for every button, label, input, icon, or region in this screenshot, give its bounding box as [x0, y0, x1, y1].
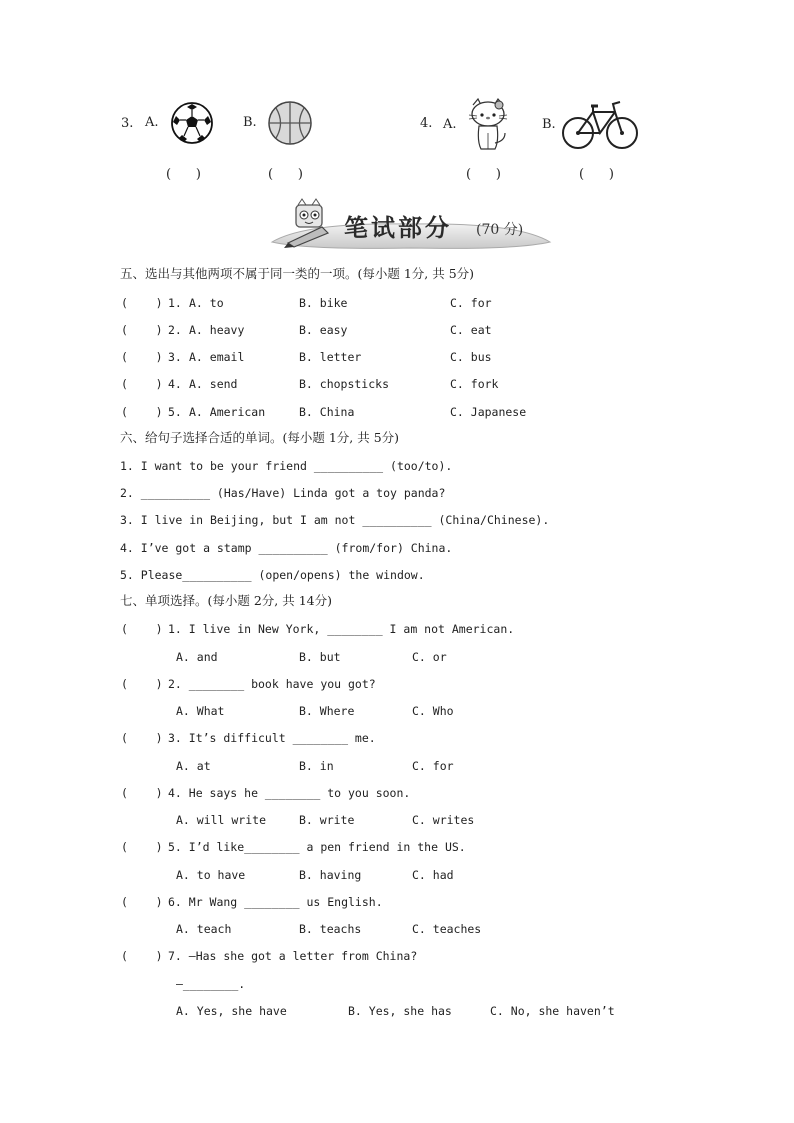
banner-score: (70 分): [476, 222, 524, 238]
option-c: C. for: [450, 296, 492, 310]
option-c: C. fork: [450, 377, 499, 391]
answer-blank[interactable]: ( ): [579, 167, 614, 182]
option-a: A. American: [189, 405, 266, 419]
soccer-ball-icon: [170, 101, 214, 145]
option-b: B. China: [299, 405, 355, 419]
option-a: A. Yes, she have: [176, 1004, 287, 1018]
fill-in-sentence[interactable]: 2. __________ (Has/Have) Linda got a toy panda?: [120, 486, 446, 500]
option-a: A. What: [176, 704, 225, 718]
option-c: C. for: [412, 759, 454, 773]
item-number: 2.: [168, 323, 182, 337]
dialogue-reply[interactable]: —________.: [176, 977, 246, 991]
item-number: 3.: [168, 350, 182, 364]
bicycle-icon: [560, 98, 640, 152]
item-number: 1.: [168, 296, 182, 310]
question-stem: 5. I’d like________ a pen friend in the US.: [168, 840, 466, 854]
option-b: B. easy: [299, 323, 348, 337]
banner-title: 笔试部分: [344, 214, 452, 242]
option-b: B. teachs: [299, 922, 362, 936]
option-b: B. having: [299, 868, 362, 882]
item-number: 5.: [168, 405, 182, 419]
section-heading: 七、单项选择。(每小题 2分, 共 14分): [120, 593, 333, 608]
answer-paren[interactable]: ( ): [121, 677, 163, 691]
option-a: A. will write: [176, 813, 267, 827]
question-number: 4.: [420, 116, 433, 131]
option-b: B. letter: [299, 350, 362, 364]
answer-paren[interactable]: ( ): [121, 895, 163, 909]
option-c: C. writes: [412, 813, 475, 827]
answer-paren[interactable]: ( ): [121, 405, 163, 419]
answer-blank[interactable]: ( ): [166, 167, 201, 182]
question-stem: 7. —Has she got a letter from China?: [168, 949, 418, 963]
answer-paren[interactable]: ( ): [121, 786, 163, 800]
option-b: B. in: [299, 759, 334, 773]
option-b: B. Yes, she has: [348, 1004, 452, 1018]
section-heading: 六、给句子选择合适的单词。(每小题 1分, 共 5分): [120, 430, 400, 445]
answer-paren[interactable]: ( ): [121, 840, 163, 854]
option-a: A. heavy: [189, 323, 245, 337]
option-c: C. Who: [412, 704, 454, 718]
answer-paren[interactable]: ( ): [121, 350, 163, 364]
option-c: C. No, she haven’t: [490, 1004, 615, 1018]
answer-paren[interactable]: ( ): [121, 731, 163, 745]
option-a-label: A.: [145, 115, 159, 130]
answer-paren[interactable]: ( ): [121, 296, 163, 310]
option-a: A. teach: [176, 922, 232, 936]
option-a-label: A.: [443, 117, 457, 132]
option-c: C. eat: [450, 323, 492, 337]
option-a: A. to: [189, 296, 224, 310]
basketball-icon: [267, 100, 313, 146]
section-heading: 五、选出与其他两项不属于同一类的一项。(每小题 1分, 共 5分): [120, 266, 475, 281]
item-number: 4.: [168, 377, 182, 391]
option-a: A. at: [176, 759, 211, 773]
answer-blank[interactable]: ( ): [466, 167, 501, 182]
option-a: A. email: [189, 350, 245, 364]
cat-icon: [465, 97, 511, 153]
option-b: B. Where: [299, 704, 355, 718]
fill-in-sentence[interactable]: 3. I live in Beijing, but I am not __________ (China/Chinese).: [120, 513, 550, 527]
option-a: A. and: [176, 650, 218, 664]
question-stem: 1. I live in New York, ________ I am not American.: [168, 622, 515, 636]
option-c: C. Japanese: [450, 405, 527, 419]
option-c: C. bus: [450, 350, 492, 364]
answer-blank[interactable]: ( ): [268, 167, 303, 182]
question-number: 3.: [121, 116, 134, 131]
fill-in-sentence[interactable]: 1. I want to be your friend __________ (too/to).: [120, 459, 453, 473]
question-stem: 2. ________ book have you got?: [168, 677, 376, 691]
question-stem: 4. He says he ________ to you soon.: [168, 786, 411, 800]
question-stem: 3. It’s difficult ________ me.: [168, 731, 376, 745]
fill-in-sentence[interactable]: 5. Please__________ (open/opens) the window.: [120, 568, 425, 582]
option-c: C. or: [412, 650, 447, 664]
option-a: A. send: [189, 377, 238, 391]
answer-paren[interactable]: ( ): [121, 323, 163, 337]
option-b: B. but: [299, 650, 341, 664]
option-b: B. write: [299, 813, 355, 827]
option-a: A. to have: [176, 868, 246, 882]
option-b: B. chopsticks: [299, 377, 390, 391]
option-c: C. had: [412, 868, 454, 882]
answer-paren[interactable]: ( ): [121, 622, 163, 636]
fill-in-sentence[interactable]: 4. I’ve got a stamp __________ (from/for) China.: [120, 541, 453, 555]
answer-paren[interactable]: ( ): [121, 377, 163, 391]
pencil-mascot-icon: [282, 197, 340, 249]
option-b-label: B.: [542, 117, 556, 132]
option-c: C. teaches: [412, 922, 482, 936]
answer-paren[interactable]: ( ): [121, 949, 163, 963]
question-stem: 6. Mr Wang ________ us English.: [168, 895, 383, 909]
option-b: B. bike: [299, 296, 348, 310]
option-b-label: B.: [243, 115, 257, 130]
